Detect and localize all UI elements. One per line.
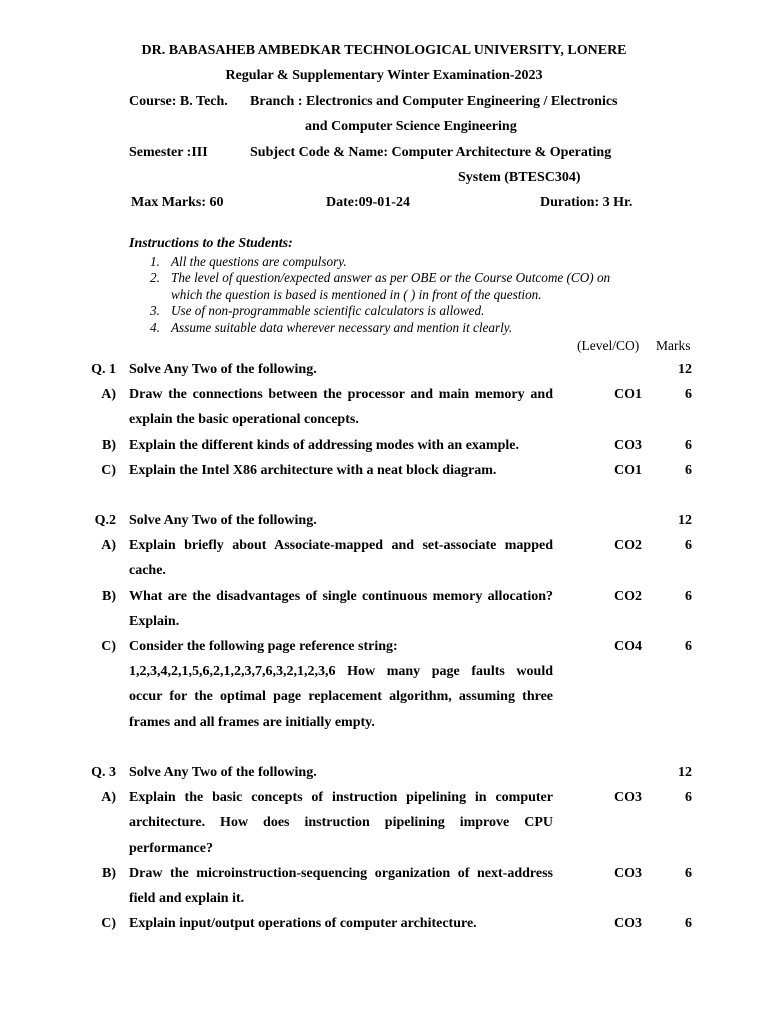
part-text-line: Explain the Intel X86 architecture with a neat block diagram.	[129, 462, 497, 478]
question-title: Solve Any Two of the following.	[129, 765, 317, 780]
question-marks: 12	[678, 362, 692, 377]
part-text-line: architecture. How does instruction pipelining improve CPU	[129, 815, 553, 831]
part-marks: 6	[685, 865, 692, 881]
part-marks: 6	[685, 639, 692, 654]
question-title: Solve Any Two of the following.	[129, 362, 317, 377]
part-text-line: Explain.	[129, 613, 180, 629]
instruction-text: All the questions are compulsory.	[171, 254, 347, 269]
question-marks: 12	[678, 765, 692, 780]
exam-title: Regular & Supplementary Winter Examination-2023	[225, 68, 543, 83]
instruction-text: Assume suitable data wherever necessary and mention it clearly.	[171, 320, 513, 335]
part-marks: 6	[685, 588, 692, 604]
part-label: C)	[101, 916, 116, 932]
part-co: CO3	[614, 437, 642, 453]
part-text-line: Explain briefly about Associate-mapped and set-associate mapped	[129, 538, 553, 554]
part-text-line: frames and all frames are initially empty.	[129, 714, 375, 730]
course-label: Course: B. Tech.	[129, 94, 228, 109]
part-text-line: cache.	[129, 563, 166, 579]
part-co: CO3	[614, 916, 642, 932]
subject-line1: Subject Code & Name: Computer Architecture & Operating	[250, 145, 612, 160]
instructions-title: Instructions to the Students:	[129, 236, 293, 251]
part-co: CO1	[614, 387, 642, 403]
part-label: B)	[102, 865, 116, 881]
question-number: Q.2	[94, 513, 116, 528]
duration: Duration: 3 Hr.	[540, 195, 633, 210]
level-co-header: (Level/CO)	[577, 338, 640, 353]
part-co: CO1	[614, 462, 642, 478]
part-marks: 6	[685, 790, 692, 806]
instruction-text: Use of non-programmable scientific calculators is allowed.	[171, 303, 485, 318]
part-co: CO2	[614, 538, 642, 554]
instruction-number: 3.	[150, 303, 160, 318]
part-text-line: 1,2,3,4,2,1,5,6,2,1,2,3,7,6,3,2,1,2,3,6 How many page faults would	[129, 664, 553, 680]
part-text-line: Draw the microinstruction-sequencing organization of next-address	[129, 865, 553, 881]
instruction-number: 4.	[150, 320, 160, 335]
part-text-line: Consider the following page reference string:	[129, 639, 398, 654]
instruction-number: 2.	[150, 270, 160, 285]
question-title: Solve Any Two of the following.	[129, 513, 317, 528]
instruction-number: 1.	[150, 254, 160, 269]
branch-line2: and Computer Science Engineering	[305, 119, 517, 134]
instruction-text: The level of question/expected answer as per OBE or the Course Outcome (CO) on	[171, 270, 611, 285]
branch-line1: Branch : Electronics and Computer Engineering / Electronics	[250, 94, 618, 109]
part-label: B)	[102, 588, 116, 604]
part-text-line: Explain input/output operations of computer architecture.	[129, 916, 477, 932]
part-label: C)	[101, 639, 116, 654]
max-marks: Max Marks: 60	[131, 195, 224, 210]
instruction-text: which the question is based is mentioned in ( ) in front of the question.	[171, 287, 542, 302]
question-number: Q. 1	[91, 362, 116, 377]
part-co: CO3	[614, 865, 642, 881]
part-text-line: explain the basic operational concepts.	[129, 412, 359, 428]
part-text-line: Draw the connections between the processor and main memory and	[129, 387, 553, 403]
part-label: A)	[101, 387, 116, 403]
part-text-line: field and explain it.	[129, 891, 245, 906]
subject-line2: System (BTESC304)	[458, 170, 581, 185]
part-co: CO4	[614, 639, 642, 654]
part-label: C)	[101, 462, 116, 478]
university-name: DR. BABASAHEB AMBEDKAR TECHNOLOGICAL UNIVERSITY, LONERE	[141, 43, 627, 58]
part-marks: 6	[685, 538, 692, 554]
part-text-line: What are the disadvantages of single continuous memory allocation?	[129, 588, 553, 604]
part-label: A)	[101, 538, 116, 554]
part-marks: 6	[685, 916, 692, 932]
part-co: CO2	[614, 588, 642, 604]
part-co: CO3	[614, 790, 642, 806]
question-number: Q. 3	[91, 765, 116, 780]
semester-label: Semester :III	[129, 145, 208, 160]
question-marks: 12	[678, 513, 692, 528]
part-text-line: Explain the basic concepts of instruction pipelining in computer	[129, 790, 553, 806]
part-marks: 6	[685, 437, 692, 453]
part-text-line: Explain the different kinds of addressing modes with an example.	[129, 437, 519, 453]
part-marks: 6	[685, 387, 692, 403]
exam-date: Date:09-01-24	[326, 195, 410, 210]
part-label: B)	[102, 437, 116, 453]
part-text-line: performance?	[129, 840, 213, 856]
part-marks: 6	[685, 462, 692, 478]
part-text-line: occur for the optimal page replacement algorithm, assuming three	[129, 689, 553, 705]
marks-header: Marks	[656, 338, 691, 353]
part-label: A)	[101, 790, 116, 806]
